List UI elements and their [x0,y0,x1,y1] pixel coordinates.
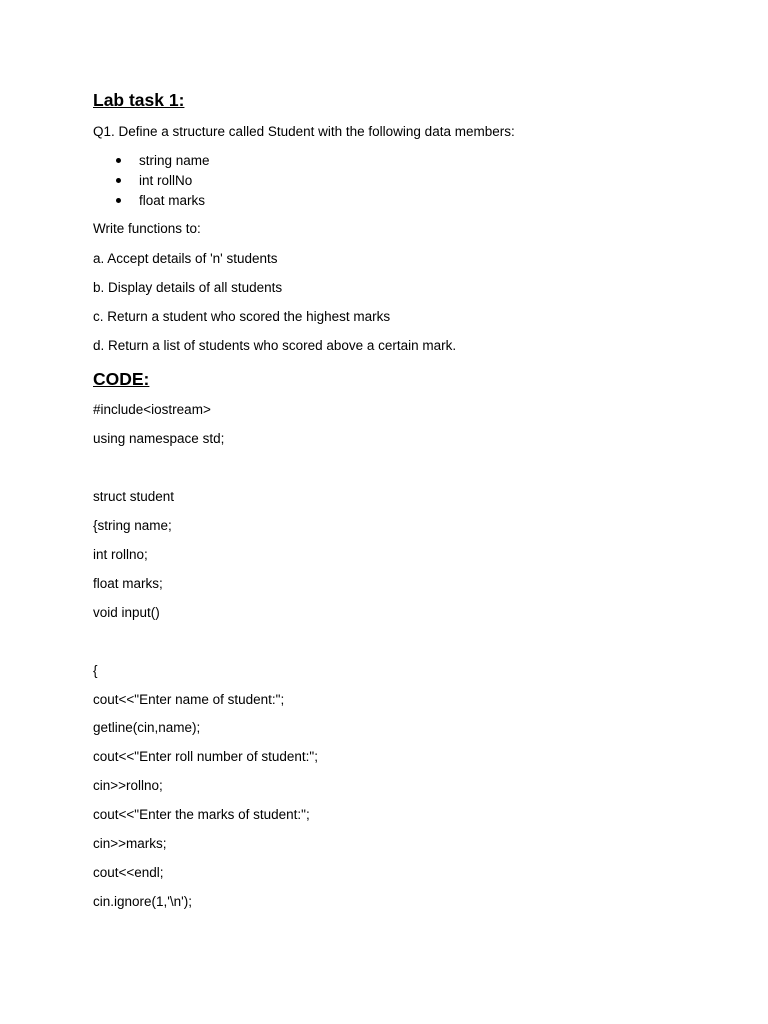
write-functions-text: Write functions to: [93,221,201,236]
code-line: cin.ignore(1,'\n'); [93,894,192,909]
code-heading: CODE: [93,369,150,389]
code-line: float marks; [93,576,163,591]
code-line: cin>>rollno; [93,778,163,793]
bullet-dot [116,178,121,183]
code-line: #include<iostream> [93,402,211,417]
code-line: int rollno; [93,547,148,562]
code-line: cout<<"Enter roll number of student:"; [93,749,318,764]
code-line: cout<<endl; [93,865,164,880]
code-line: {string name; [93,518,172,533]
task-item: c. Return a student who scored the highest marks [93,309,391,324]
lab-task-heading: Lab task 1: [93,90,185,110]
code-line: getline(cin,name); [93,720,201,735]
member-item: string name [139,153,210,168]
code-line: cin>>marks; [93,836,167,851]
member-item: int rollNo [139,173,193,188]
task-item: d. Return a list of students who scored above a certain mark. [93,338,457,353]
code-line: using namespace std; [93,431,225,446]
bullet-dot [116,158,121,163]
bullet-dot [116,198,121,203]
code-line: { [93,663,98,678]
code-line: void input() [93,605,160,620]
task-item: b. Display details of all students [93,280,283,295]
member-item: float marks [139,193,206,208]
code-line: struct student [93,489,175,504]
question-text: Q1. Define a structure called Student with the following data members: [93,124,515,139]
code-line: cout<<"Enter name of student:"; [93,692,285,707]
task-item: a. Accept details of 'n' students [93,251,278,266]
code-line: cout<<"Enter the marks of student:"; [93,807,310,822]
